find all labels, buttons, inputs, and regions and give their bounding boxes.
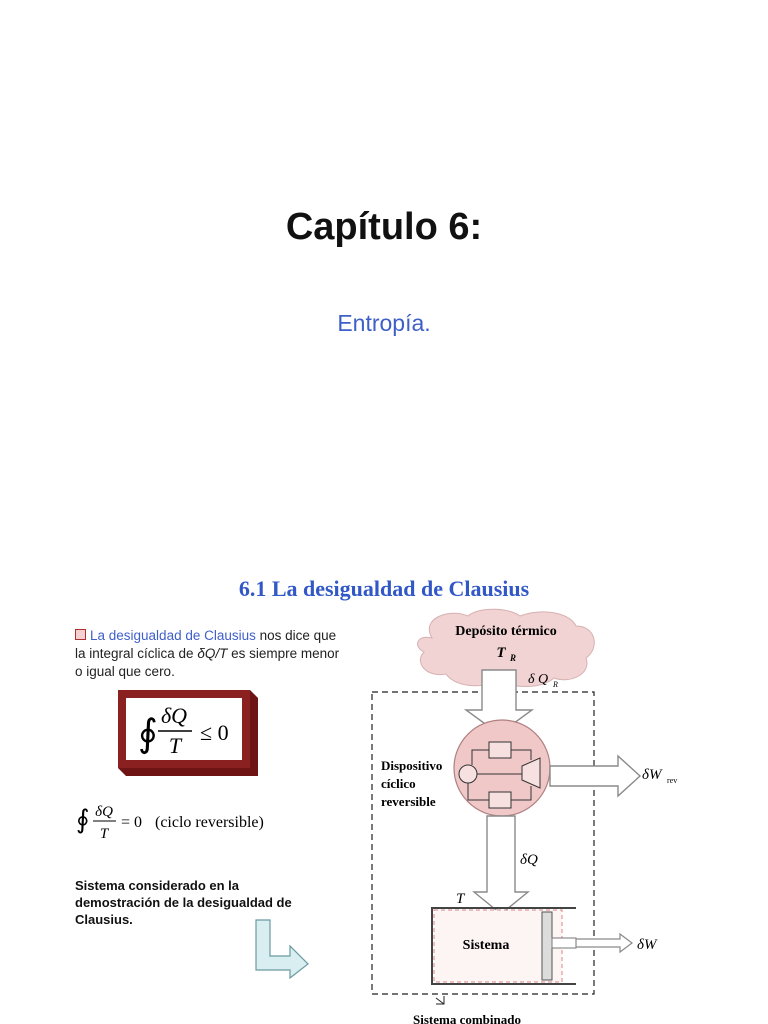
work-system-label: δW bbox=[637, 937, 657, 953]
work-rev-arrow-icon bbox=[550, 756, 640, 796]
reservoir-label: Depósito térmico bbox=[455, 624, 557, 639]
device-label-3: reversible bbox=[381, 794, 436, 809]
heat-system-label: δQ bbox=[520, 852, 538, 868]
piston bbox=[542, 912, 552, 980]
rev-note: (ciclo reversible) bbox=[155, 814, 264, 831]
system-temp-label: T bbox=[456, 891, 465, 907]
chapter-subtitle: Entropía. bbox=[337, 310, 431, 336]
section-title: 6.1 La desigualdad de Clausius bbox=[238, 576, 530, 601]
system-label: Sistema bbox=[462, 938, 510, 953]
heat-in-sub: R bbox=[553, 680, 558, 689]
formula-numerator: δQ bbox=[160, 703, 188, 728]
intro-highlight: La desigualdad de Clausius bbox=[90, 628, 256, 643]
pointer-arrow-icon bbox=[252, 918, 312, 980]
formula-integral: ∮ bbox=[138, 713, 158, 755]
intro-text-1: nos dice que la integral cíclica de bbox=[75, 628, 337, 661]
intro-italic: δQ/T bbox=[197, 646, 228, 661]
intro-paragraph bbox=[75, 627, 340, 681]
rev-relation: = 0 bbox=[121, 814, 143, 831]
reversible-formula bbox=[76, 796, 296, 846]
heat-in-label: δ Q bbox=[528, 672, 549, 687]
clausius-formula-box bbox=[118, 690, 258, 776]
reservoir-temp-sub: R bbox=[510, 653, 517, 663]
work-rev-sub: rev bbox=[667, 776, 678, 785]
rev-integral: ∮ bbox=[76, 805, 90, 834]
clausius-diagram bbox=[350, 608, 750, 1024]
chapter-title: Capítulo 6: bbox=[285, 206, 483, 248]
rev-numerator: δQ bbox=[95, 804, 113, 820]
device-label-1: Dispositivo bbox=[381, 758, 443, 773]
formula-relation: ≤ 0 bbox=[200, 720, 229, 745]
combined-system-label: Sistema combinado bbox=[413, 1012, 521, 1024]
diagram-caption: Sistema considerado en la demostración de la desigualdad de Clausius. bbox=[75, 878, 292, 927]
formula-denominator: T bbox=[168, 733, 182, 758]
work-rev-label: δW bbox=[642, 767, 662, 783]
rev-denominator: T bbox=[99, 826, 109, 842]
intro-text-2: es siempre menor o igual que cero. bbox=[75, 646, 340, 679]
device-label-2: cíclico bbox=[381, 776, 416, 791]
reservoir-temp: T bbox=[496, 645, 506, 661]
bullet-square-icon bbox=[75, 629, 86, 640]
work-system-arrow-icon bbox=[576, 934, 632, 952]
